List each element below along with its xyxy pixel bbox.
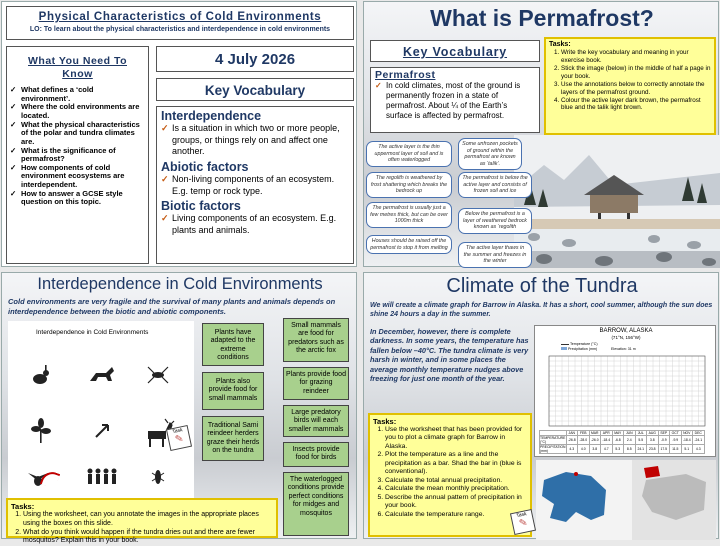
box-predatory-birds[interactable]: Large predatory birds will each smaller mammals	[283, 405, 349, 437]
need-to-know-list	[7, 86, 148, 207]
need-item-4: ✓ What is the significance of permafrost?	[10, 147, 144, 164]
key-vocab-heading: Key Vocabulary	[205, 83, 305, 98]
term-abiotic: Abiotic factors	[161, 160, 349, 174]
task-icon: Task ✎	[510, 509, 536, 535]
precip-cell: 4.3	[693, 445, 705, 454]
slide-interdependence	[1, 272, 357, 539]
temp-cell: 3.8	[647, 436, 659, 445]
tasks-panel	[544, 37, 716, 135]
annotation-below-permafrost[interactable]: Below the permafrost is a layer of weathered bedrock known as ‘regolith	[458, 208, 532, 234]
date-box	[156, 46, 354, 72]
annotation-regolith[interactable]: The regolith is weathered by frost shattering which breaks the bedrock up	[366, 172, 452, 198]
month-cell: APR	[601, 431, 613, 436]
task-item-2: 2. What do you think would happen if the tundra dries out and there are fewer mosquitos? Explain this in your book.	[23, 529, 273, 546]
graph-subtitle: (71°N, 156°W)	[535, 335, 717, 340]
temp-cell: -6.8	[612, 436, 624, 445]
december-paragraph: In December, however, there is complete darkness. In some years, the temperature has fallen below –40°C. The tundra climate is very harsh in winter, and in some places the average monthly temperature nudges above freezing for just one month of the year.	[370, 327, 530, 384]
tasks-list	[549, 49, 711, 112]
mosquito-icon	[148, 367, 168, 383]
box-sami-herders[interactable]: Traditional Sami reindeer herders graze their herds on the tundra	[202, 416, 264, 461]
insect-icon	[152, 470, 164, 484]
definition-abiotic: ✓ Non-living components of an ecosystem. E.g. temp or rock type.	[161, 174, 349, 197]
temp-cell: 2.4	[624, 436, 636, 445]
task-item-4: 4. Calculate the mean monthly precipitation.	[385, 485, 527, 493]
precip-cell: 4.7	[601, 445, 613, 454]
climate-graph	[534, 325, 716, 457]
climate-table	[539, 430, 705, 454]
slide-physical-characteristics	[1, 1, 357, 267]
date: 4 July 2026	[215, 51, 295, 68]
row-label-temperature: TEMPERATURE (°C)	[540, 436, 567, 445]
precip-cell: 4.3	[566, 445, 578, 454]
box-small-mammals[interactable]: Small mammals are food for predators such as the arctic fox	[283, 318, 349, 362]
temp-cell: -0.9	[658, 436, 670, 445]
permafrost-vocab	[370, 67, 540, 133]
precip-cell: 24.1	[635, 445, 647, 454]
month-cell: AUG	[647, 431, 659, 436]
task-item-3: 3. Use the annotations below to correctly annotate the layers of the permafrost ground.	[561, 81, 711, 97]
precip-cell: 17.5	[658, 445, 670, 454]
legend	[561, 342, 598, 351]
tasks-heading: Tasks:	[549, 41, 711, 49]
annotation-talik[interactable]: Some unfrozen pockets of ground within the permafrost are known as ‘talik’.	[458, 138, 522, 170]
task-item-1: 1. Write the key vocabulary and meaning in your exercise book.	[561, 49, 711, 65]
tasks-heading: Tasks:	[373, 417, 527, 426]
annotation-active-thaws[interactable]: The active layer thaws in the summer and freezes in the winter	[458, 242, 532, 268]
precip-cell: 5.1	[681, 445, 693, 454]
annotation-permafrost-below[interactable]: The permafrost is below the active layer and consists of frozen soil and ice	[458, 172, 532, 198]
temp-cell: -24.1	[693, 436, 705, 445]
need-to-know-panel	[6, 46, 149, 264]
month-cell: JUN	[624, 431, 636, 436]
month-cell: OCT	[670, 431, 682, 436]
diagram-title: Interdependence in Cold Environments	[36, 329, 194, 336]
need-item-3: ✓ What the physical characteristics of the polar and tundra climates are.	[10, 121, 144, 147]
row-label-precipitation: PRECIPITATION (mm)	[540, 445, 567, 454]
month-cell: FEB	[578, 431, 590, 436]
precip-cell: 23.8	[647, 445, 659, 454]
tasks-panel	[6, 498, 278, 538]
interdependence-diagram	[8, 321, 194, 505]
rabbit-icon	[33, 365, 49, 384]
permafrost-illustration	[514, 135, 720, 268]
slide-what-is-permafrost	[363, 1, 719, 267]
graph-grid	[549, 356, 705, 426]
definition-permafrost: ✓ In cold climates, most of the ground is permanently frozen in a state of permafrost. About ¼ of the Earth’s surface is affected by permafrost.	[375, 81, 535, 121]
slide3-title: Interdependence in Cold Environments	[2, 275, 358, 294]
slide1-header	[6, 6, 354, 40]
term-interdependence: Interdependence	[161, 109, 349, 123]
task-icon: Task ✎	[166, 425, 192, 451]
arrow-icon	[96, 425, 108, 437]
box-plants-reindeer[interactable]: Plants provide food for grazing reindeer	[283, 367, 349, 400]
diagram-icons	[8, 341, 194, 501]
need-to-know-heading: What You Need To Know	[15, 55, 140, 80]
vocab-panel	[156, 106, 354, 264]
temp-cell: -26.0	[589, 436, 601, 445]
key-vocab-header	[370, 40, 540, 62]
legend-temperature: Temperature (°C)	[570, 342, 598, 346]
task-item-4: 4. Colour the active layer dark brown, the permafrost blue and the talik light brown.	[561, 97, 711, 113]
annotation-thickness[interactable]: The permafrost is usually just a few metres thick, but can be over 1000m thick	[366, 202, 452, 228]
slide2-title: What is Permafrost?	[364, 5, 720, 32]
key-vocab-heading: Key Vocabulary	[403, 45, 507, 59]
fox-icon	[90, 367, 114, 381]
intro-text: Cold environments are very fragile and the survival of many plants and animals depends on interdependence between the biotic and abiotic components.	[8, 297, 353, 317]
precip-cell: 8.5	[624, 445, 636, 454]
learning-objective: LO: To learn about the physical characteristics and interdependence in cold environments	[7, 26, 353, 33]
need-item-2: ✓ Where the cold environments are located.	[10, 103, 144, 120]
task-item-6: 6. Calculate the temperature range.	[385, 511, 527, 519]
task-item-2: 2. Stick the image (below) in the middle of half a page in your book.	[561, 65, 711, 81]
precip-cell: 5.3	[612, 445, 624, 454]
precip-cell: 11.5	[670, 445, 682, 454]
task-item-1: 1. Use the worksheet that has been provided for you to plot a climate graph for Barrow in Alaska.	[385, 426, 527, 451]
temp-cell: 5.5	[635, 436, 647, 445]
task-item-2: 2. Plot the temperature as a line and the precipitation as a bar. Shad the bar in (blue is conventional).	[385, 451, 527, 476]
task-item-3: 3. Calculate the total annual precipitation.	[385, 477, 527, 485]
key-vocab-header	[156, 78, 354, 101]
intro-text: We will create a climate graph for Barrow in Alaska. It has a short, cool summer, although the sun does shine 24 hours a day in the summer.	[370, 301, 715, 319]
box-plants-adapted[interactable]: Plants have adapted to the extreme conditions	[202, 323, 264, 366]
need-item-6: ✓ How to answer a GCSE style question on this topic.	[10, 190, 144, 207]
temp-cell: -18.4	[601, 436, 613, 445]
tasks-list	[11, 511, 273, 546]
alaska-map	[536, 460, 716, 540]
month-cell: MAR	[589, 431, 601, 436]
box-plants-food[interactable]: Plants also provide food for small mammals	[202, 372, 264, 410]
month-cell: DEC	[693, 431, 705, 436]
need-item-1: ✓ What defines a ‘cold environment’.	[10, 86, 144, 103]
annotation-active-layer[interactable]: The active layer is the thin uppermost layer of soil and is often waterlogged	[366, 141, 452, 167]
tasks-heading: Tasks:	[11, 502, 273, 511]
definition-biotic: ✓ Living components of an ecosystem. E.g. plants and animals.	[161, 213, 349, 236]
graph-title: BARROW, ALASKA	[535, 328, 717, 334]
month-cell: NOV	[681, 431, 693, 436]
task-item-1: 1. Using the worksheet, can you annotate the images in the appropriate places using the boxes on this slide.	[23, 511, 273, 529]
people-icon	[88, 469, 117, 485]
legend-elevation: Elevation: 31 m	[611, 347, 636, 351]
definition-interdependence: ✓ Is a situation in which two or more people, groups, or things rely on and affect one another.	[161, 123, 349, 158]
slide-climate-tundra	[363, 272, 719, 539]
month-cell: SEP	[658, 431, 670, 436]
box-waterlogged[interactable]: The waterlogged conditions provide perfect conditions for midges and mosquitos	[283, 472, 349, 536]
precip-cell: 3.8	[589, 445, 601, 454]
term-biotic: Biotic factors	[161, 199, 349, 213]
precip-cell: 4.0	[578, 445, 590, 454]
month-cell: JAN	[566, 431, 578, 436]
legend-precipitation: Precipitation (mm)	[568, 347, 597, 351]
temp-cell: -26.8	[566, 436, 578, 445]
box-insects[interactable]: Insects provide food for birds	[283, 442, 349, 467]
need-item-5: ✓ How components of cold environment ecosystems are interdependent.	[10, 164, 144, 190]
month-cell: MAY	[612, 431, 624, 436]
annotation-houses[interactable]: Houses should be raised off the permafrost to stop it from melting	[366, 235, 452, 254]
page-title: Physical Characteristics of Cold Environments	[7, 11, 353, 23]
task-item-5: 5. Describe the annual pattern of precipitation in your book.	[385, 494, 527, 511]
plant-icon	[31, 418, 51, 443]
temp-cell: -9.9	[670, 436, 682, 445]
month-cell: JUL	[635, 431, 647, 436]
tasks-panel	[368, 413, 532, 537]
term-permafrost: Permafrost	[375, 69, 535, 81]
slide4-title: Climate of the Tundra	[364, 275, 720, 298]
tasks-list	[373, 426, 527, 519]
temp-cell: -28.0	[578, 436, 590, 445]
temp-cell: -18.4	[681, 436, 693, 445]
